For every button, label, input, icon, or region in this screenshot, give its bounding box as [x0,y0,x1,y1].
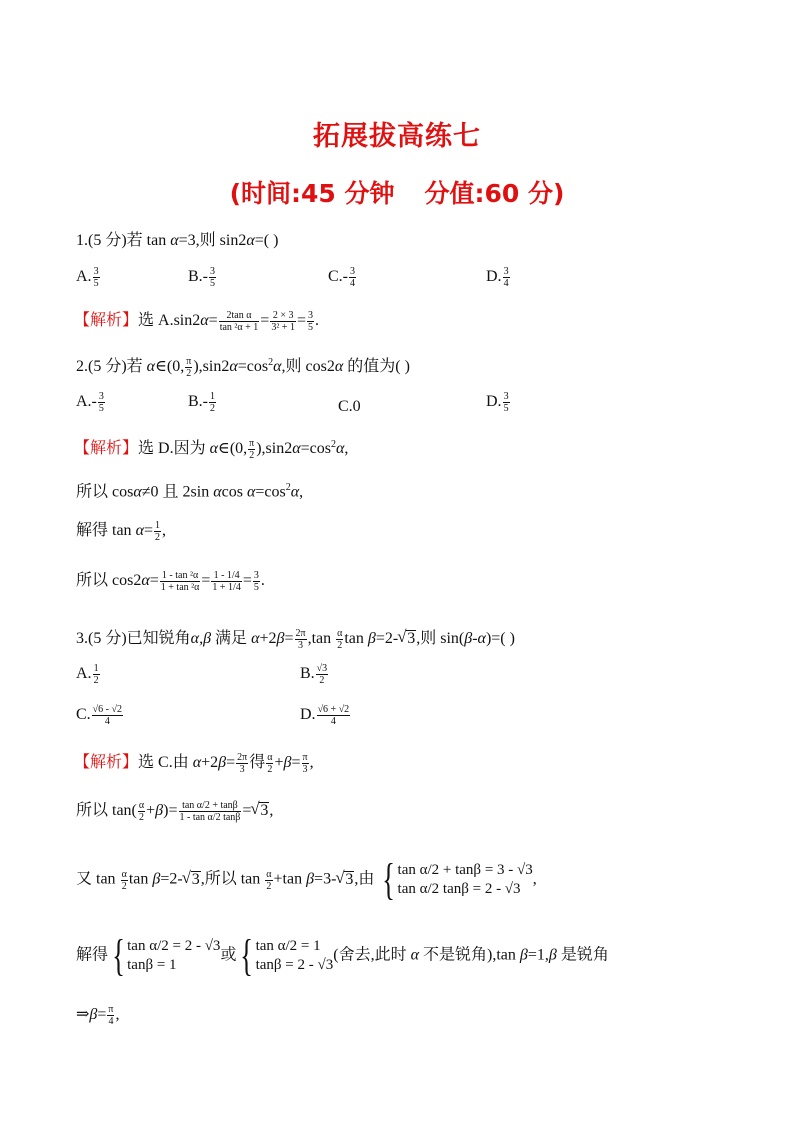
brace: { [240,931,254,980]
system-rows [398,863,533,897]
q1-option-b [188,266,217,289]
text: =cos [300,440,331,458]
text: 满足 [211,630,252,648]
option-label: A. [76,665,92,683]
q3-solution-line-1 [74,752,314,775]
q2-solution-line-2 [76,483,303,500]
system-rows [127,939,220,973]
text: +2 [259,630,277,648]
denominator: 2 [186,368,192,379]
alpha: α [170,232,179,249]
text: ,由 [354,870,375,888]
option-label: C. [76,706,91,724]
score-info: 分值:60 分) [424,179,565,208]
text: =cos [237,358,269,376]
fraction [295,628,307,651]
denominator: 5 [93,278,99,289]
text: , [532,870,537,888]
q2-solution-line-4 [76,570,265,593]
text: =3,则 sin2 [178,232,247,249]
numerator: 3 [503,391,509,402]
denominator: 3 [298,640,304,651]
q3-solution-line-3 [76,855,537,904]
text: 不是锐角),tan [418,946,520,964]
text: ,则 sin( [416,630,465,648]
denominator: 2 [267,764,273,775]
q3-solution-line-4 [76,931,609,980]
numerator: 1 - 1/4 [211,570,241,582]
text: 的值为( ) [343,358,410,376]
alpha: α [246,483,256,501]
text: = [208,312,218,330]
denominator: 5 [210,278,215,289]
numerator: π [249,438,255,449]
text: tan [128,870,153,888]
text: = [149,572,159,590]
text: = [226,754,236,772]
alpha: α [209,440,218,458]
fraction [248,438,255,461]
text: ),sin2 [256,440,293,458]
alpha: α [135,522,144,540]
superscript: 2 [285,482,291,493]
solution-tag: 【解析】 [74,754,139,772]
numerator: √6 - √2 [92,704,122,715]
numerator: 3 [307,310,313,321]
alpha: α [133,483,142,501]
q2-option-d [486,391,511,414]
text: , [115,1006,120,1024]
numerator: 3 [93,266,99,277]
alpha: α [146,358,156,376]
q3-solution-line-2 [76,800,273,823]
fraction [270,310,296,333]
text: )=( ) [485,630,515,648]
system-row: tan α/2 = 1 [255,938,321,954]
system-row: tan α/2 = 2 - √3 [127,938,221,954]
denominator: 4 [503,278,509,289]
denominator: 1 - tan α/2 tanβ [179,812,241,823]
numerator: π [302,752,308,763]
text: + [146,802,156,820]
text: = [296,312,306,330]
system-row: tanβ = 2 - √3 [255,957,334,973]
text: = [143,522,153,540]
denominator: 2 [210,403,215,414]
text: 解得 tan [76,522,136,540]
alpha: α [246,232,255,249]
denominator: tan ²α + 1 [219,322,259,333]
text: tan [344,630,368,648]
text: ∈(0, [217,440,248,458]
option-label: C.- [328,268,348,286]
beta: β [367,630,376,648]
text: +2 [201,754,219,772]
text: , [299,483,304,501]
text: , [344,440,349,458]
sqrt: √ 3 [259,802,269,819]
text: = [242,572,252,590]
numerator: 1 [155,520,160,531]
q3-solution-line-5 [76,1004,119,1027]
text: )= [163,802,178,820]
text: =2- [160,870,183,888]
q2-option-a [76,391,106,414]
alpha: α [273,358,282,376]
text: 或 [220,946,237,964]
q2-solution-line-1 [74,438,348,461]
denominator: 3 [239,764,245,775]
numerator: 3 [253,570,259,581]
alpha: α [213,483,222,501]
numerator: √3 [316,663,328,674]
alpha: α [477,630,486,648]
option-label: A. [76,268,92,286]
text: = [97,1006,107,1024]
question-2-stem [76,356,410,379]
fraction [138,800,145,823]
fraction [98,391,105,414]
alpha: α [410,946,419,964]
text: =( ) [254,232,279,249]
fraction [503,391,510,414]
numerator: π [186,356,192,367]
fraction [253,570,260,593]
text: 选 D.因为 [138,440,210,458]
text: ,tan [307,630,336,648]
q2-option-c [338,398,361,416]
sqrt: √ 3 [344,871,354,888]
fraction [265,869,272,892]
beta: β [283,754,292,772]
brace: { [112,931,125,980]
beta: β [306,870,315,888]
fraction [316,663,329,686]
text: . [314,312,319,330]
q1-option-a [76,266,101,289]
text: ∈(0, [155,358,185,376]
numerator: 2 × 3 [270,310,296,322]
system-row: tan α/2 tanβ = 2 - √3 [397,881,521,897]
numerator: α [337,628,343,639]
text: ,则 cos2 [281,358,335,376]
beta: β [276,630,285,648]
numerator: α [138,800,145,811]
text: = [242,802,252,820]
beta: β [464,630,473,648]
numerator: 3 [503,266,509,277]
fraction [302,752,309,775]
alpha-beta: α,β [190,630,212,648]
option-label: C.0 [338,398,361,415]
denominator: 2 [121,880,127,892]
denominator: 2 [266,880,272,892]
beta: β [218,754,227,772]
denominator: 2 [337,640,343,651]
time-info: (时间:45 分钟 [229,179,395,208]
option-label: D. [486,393,502,411]
numerator: tan α/2 + tanβ [179,800,242,812]
text: 3.(5 分)已知锐角 [76,630,191,648]
option-label: B. [300,665,315,683]
denominator: 4 [108,1016,114,1027]
numerator: 3 [210,266,215,277]
denominator: 5 [253,582,259,593]
equation-system-1 [378,855,533,904]
q1-option-d [486,266,511,289]
denominator: 5 [98,403,104,414]
alpha: α [292,440,301,458]
fraction [236,752,248,775]
numerator: 3 [350,266,355,277]
q2-option-b [188,391,217,414]
numerator: 1 - tan ²α [160,570,201,582]
option-label: D. [300,706,316,724]
page-title: 拓展拔高练七 [313,121,481,152]
page-subtitle [0,174,794,210]
q3-option-d [300,704,351,727]
text: 选 A.sin2 [138,312,201,330]
fraction [185,356,192,379]
numerator: √6 + √2 [317,704,350,715]
denominator: 3 [302,764,308,775]
text: ),sin2 [193,358,230,376]
q3-option-c [76,704,124,727]
text: =3- [314,870,337,888]
q3-option-b [300,663,329,686]
alpha: α [334,358,344,376]
fraction [307,310,314,333]
text: +tan [273,870,307,888]
option-label: B.- [188,268,208,286]
text: + [274,754,284,772]
text: , [162,522,166,540]
q1-option-c [328,266,357,289]
text: = [284,630,294,648]
alpha: α [141,572,150,590]
text: =2- [375,630,399,648]
equation-system-3 [236,931,334,980]
text: 选 C.由 [138,754,193,772]
system-rows [256,939,334,973]
text: =1, [527,946,549,964]
fraction [503,266,510,289]
alpha: α [200,312,209,330]
fraction [317,704,351,727]
alpha: α [335,440,345,458]
fraction [154,520,161,543]
text: 是锐角 [556,946,609,964]
equation-system-2 [108,931,221,980]
numerator: 2tan α [219,310,260,322]
text: ⇒ [76,1006,90,1024]
q3-option-a [76,663,101,686]
beta: β [155,802,164,820]
q1-solution [74,310,319,333]
sqrt: √ 3 [191,871,201,888]
text: = [201,572,211,590]
numerator: 2π [295,628,306,639]
denominator: 2 [319,675,325,686]
fraction [209,391,216,414]
text: 解得 [76,946,109,964]
numerator: α [267,752,273,763]
superscript: 2 [268,356,274,368]
text: 所以 cos [76,483,134,501]
question-1-stem [76,233,278,249]
text: = [291,754,301,772]
text: =cos [255,483,286,501]
question-3-stem [76,628,515,651]
text: , [269,802,274,820]
system-row: tan α/2 + tanβ = 3 - √3 [397,862,533,878]
numerator: α [121,868,127,880]
numerator: 3 [98,391,104,402]
alpha: α [290,483,300,501]
beta: β [152,870,161,888]
text: 所以 tan( [76,802,137,820]
text: . [260,572,265,590]
denominator: 4 [350,278,355,289]
alpha: α [251,630,260,648]
solution-tag: 【解析】 [74,440,139,458]
fraction [211,570,241,593]
text: = [260,312,270,330]
fraction [266,752,273,775]
text: - [472,630,478,648]
denominator: 5 [307,322,313,333]
fraction [336,628,343,651]
denominator: 5 [503,403,509,414]
denominator: 1 + 1/4 [212,582,241,593]
fraction [93,266,100,289]
alpha: α [229,358,238,376]
text: 又 tan [76,870,120,888]
option-label: D. [486,268,502,286]
beta: β [519,946,528,964]
text: ≠0 且 2sin [141,483,214,501]
denominator: 3² + 1 [271,322,295,333]
text: 2.(5 分)若 [76,358,147,376]
denominator: 2 [139,812,145,823]
fraction [93,663,100,686]
q2-solution-line-3 [76,520,166,543]
fraction [349,266,356,289]
fraction [121,869,128,892]
text: 所以 cos2 [76,572,142,590]
text: (舍去,此时 [333,946,411,964]
sqrt: √ 3 [406,630,416,647]
denominator: 4 [104,716,110,727]
text: 得 [249,754,266,772]
numerator: 1 [93,663,99,674]
alpha: α [192,754,202,772]
beta: β [548,946,557,964]
beta: β [89,1006,98,1024]
system-row: tanβ = 1 [127,957,177,973]
text: 1.(5 分)若 tan [76,232,171,249]
denominator: 4 [330,716,336,727]
denominator: 2 [155,532,160,543]
text: ,所以 tan [200,870,265,888]
option-label: A.- [76,393,97,411]
fraction [160,570,201,593]
superscript: 2 [330,438,336,450]
fraction [92,704,123,727]
solution-tag: 【解析】 [74,312,139,330]
fraction [107,1004,114,1027]
denominator: 2 [249,450,255,461]
numerator: α [266,868,272,880]
numerator: 1 [210,391,215,402]
text: , [309,754,314,772]
brace: { [382,855,396,904]
fraction [209,266,216,289]
numerator: π [108,1004,114,1015]
option-label: B.- [188,393,208,411]
numerator: 2π [237,752,248,763]
denominator: 2 [93,675,99,686]
fraction [219,310,260,333]
text: cos [221,483,247,501]
fraction [179,800,242,823]
denominator: 1 + tan ²α [160,582,200,593]
